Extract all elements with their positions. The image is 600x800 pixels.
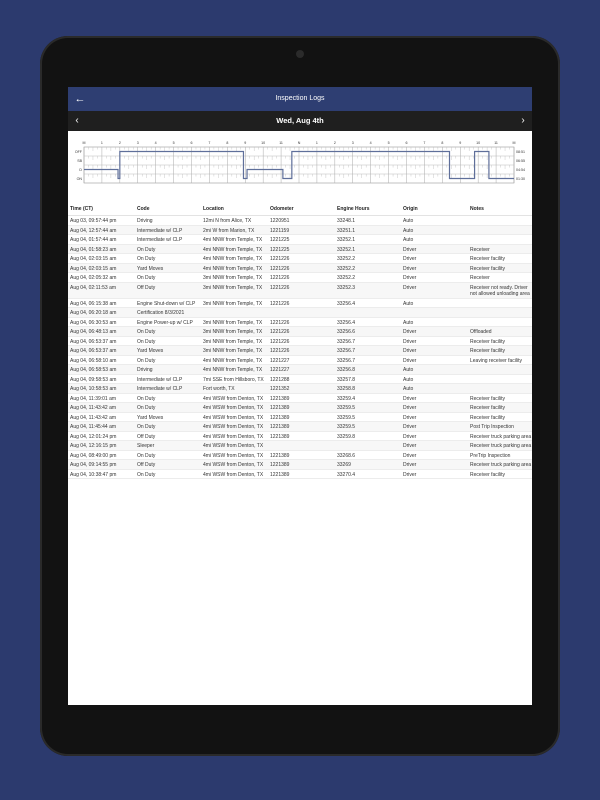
cell-engine-hours: 33252.2	[337, 263, 403, 273]
cell-time: Aug 04, 10:58:53 am	[68, 384, 137, 394]
cell-notes: Receiver facility	[470, 393, 532, 403]
table-row[interactable]	[68, 431, 532, 441]
graph-hour-label: N	[297, 141, 301, 145]
cell-time: Aug 04, 11:43:42 am	[68, 403, 137, 413]
cell-odometer: 1221389	[270, 469, 337, 479]
cell-origin: Driver	[403, 403, 470, 413]
graph-hour-label: 11	[279, 141, 283, 145]
cell-origin	[403, 308, 470, 318]
cell-code: On Duty	[137, 244, 203, 254]
cell-engine-hours	[337, 308, 403, 318]
cell-location: 4mi NNW from Temple, TX	[203, 365, 270, 375]
cell-notes	[470, 365, 532, 375]
cell-code: On Duty	[137, 355, 203, 365]
duty-status-graph	[68, 131, 532, 203]
table-row[interactable]	[68, 403, 532, 413]
cell-location: 3mi NNW from Temple, TX	[203, 282, 270, 298]
cell-time: Aug 04, 02:03:15 am	[68, 254, 137, 264]
graph-hour-label: 4	[154, 141, 157, 145]
cell-notes	[470, 374, 532, 384]
cell-code: Certification 8/3/2021	[137, 308, 203, 318]
cell-notes	[470, 308, 532, 318]
cell-engine-hours: 33259.5	[337, 403, 403, 413]
cell-origin: Driver	[403, 263, 470, 273]
table-row[interactable]	[68, 225, 532, 235]
cell-notes: Receiver facility	[470, 469, 532, 479]
cell-code: On Duty	[137, 273, 203, 283]
cell-engine-hours: 33256.4	[337, 298, 403, 308]
table-row[interactable]	[68, 384, 532, 394]
cell-odometer: 1221389	[270, 412, 337, 422]
cell-time: Aug 04, 08:49:00 pm	[68, 450, 137, 460]
cell-time: Aug 04, 12:01:24 pm	[68, 431, 137, 441]
cell-code: Yard Moves	[137, 346, 203, 356]
graph-hour-label: 10	[476, 141, 481, 145]
cell-code: Yard Moves	[137, 263, 203, 273]
cell-time: Aug 04, 01:57:44 am	[68, 235, 137, 245]
cell-time: Aug 04, 06:48:13 am	[68, 327, 137, 337]
cell-engine-hours	[337, 441, 403, 451]
cell-time: Aug 04, 12:57:44 am	[68, 225, 137, 235]
graph-status-label: D	[79, 167, 82, 172]
cell-engine-hours: 33256.7	[337, 346, 403, 356]
cell-notes: Leaving receiver facility	[470, 355, 532, 365]
cell-origin: Driver	[403, 355, 470, 365]
cell-engine-hours: 33248.1	[337, 216, 403, 226]
table-row[interactable]	[68, 450, 532, 460]
cell-origin: Auto	[403, 317, 470, 327]
cell-location: 3mi NNW from Temple, TX	[203, 317, 270, 327]
cell-notes: Offloaded	[470, 327, 532, 337]
cell-origin: Driver	[403, 431, 470, 441]
cell-engine-hours: 33252.1	[337, 235, 403, 245]
cell-notes: Post Trip Inspection	[470, 422, 532, 432]
cell-origin: Driver	[403, 460, 470, 470]
previous-day-icon[interactable]: ‹	[75, 115, 79, 126]
graph-hour-label: M	[512, 141, 516, 145]
graph-hour-label: 10	[261, 141, 266, 145]
cell-location: 2mi W from Marion, TX	[203, 225, 270, 235]
cell-odometer: 1221159	[270, 225, 337, 235]
cell-engine-hours: 33252.2	[337, 273, 403, 283]
graph-hour-label: 7	[208, 141, 211, 145]
cell-notes: Receiver	[470, 244, 532, 254]
cell-notes	[470, 298, 532, 308]
cell-odometer: 1221226	[270, 346, 337, 356]
graph-hour-label: 1	[315, 141, 318, 145]
cell-notes: Receiver facility	[470, 263, 532, 273]
cell-odometer: 1221389	[270, 403, 337, 413]
cell-location: 3mi NNW from Temple, TX	[203, 336, 270, 346]
cell-notes	[470, 216, 532, 226]
cell-code: On Duty	[137, 254, 203, 264]
cell-odometer: 1221389	[270, 450, 337, 460]
graph-hour-label: 9	[244, 141, 247, 145]
table-row[interactable]	[68, 327, 532, 337]
table-row[interactable]	[68, 308, 532, 318]
cell-notes	[470, 384, 532, 394]
cell-notes: Receiver facility	[470, 336, 532, 346]
graph-total-label: 06:55	[516, 158, 525, 163]
cell-odometer: 1221352	[270, 384, 337, 394]
graph-status-label: SB	[77, 158, 82, 163]
graph-hour-label: 3	[136, 141, 139, 145]
app-screen	[68, 87, 532, 705]
cell-time: Aug 04, 06:58:53 am	[68, 365, 137, 375]
cell-origin: Auto	[403, 374, 470, 384]
cell-code: Intermediate w/ CLP	[137, 235, 203, 245]
col-header-odometer: Odometer	[270, 203, 337, 216]
table-row[interactable]	[68, 244, 532, 254]
graph-hour-label: 5	[172, 141, 175, 145]
cell-odometer: 1221226	[270, 327, 337, 337]
cell-location: 4mi WSW from Denton, TX	[203, 431, 270, 441]
cell-engine-hours: 33256.4	[337, 317, 403, 327]
col-header-time: Time (CT)	[68, 203, 137, 216]
table-row[interactable]	[68, 355, 532, 365]
graph-status-label: ON	[76, 176, 82, 181]
cell-location: 7mi SSE from Hillsboro, TX	[203, 374, 270, 384]
cell-notes: Receiver facility	[470, 254, 532, 264]
table-row[interactable]	[68, 422, 532, 432]
graph-hour-label: 6	[190, 141, 193, 145]
table-row[interactable]	[68, 365, 532, 375]
cell-odometer: 1221389	[270, 431, 337, 441]
cell-notes: PreTrip Inspection	[470, 450, 532, 460]
cell-engine-hours: 33259.5	[337, 422, 403, 432]
cell-location: 4mi NNW from Temple, TX	[203, 235, 270, 245]
cell-engine-hours: 33252.3	[337, 282, 403, 298]
cell-engine-hours: 33269	[337, 460, 403, 470]
cell-time: Aug 04, 06:58:10 am	[68, 355, 137, 365]
cell-time: Aug 04, 06:30:53 am	[68, 317, 137, 327]
cell-odometer: 1221225	[270, 235, 337, 245]
table-row[interactable]	[68, 273, 532, 283]
cell-code: On Duty	[137, 327, 203, 337]
cell-code: Sleeper	[137, 441, 203, 451]
table-row[interactable]	[68, 263, 532, 273]
cell-time: Aug 04, 01:58:23 am	[68, 244, 137, 254]
cell-origin: Driver	[403, 336, 470, 346]
graph-hour-label: M	[82, 141, 86, 145]
table-row[interactable]	[68, 412, 532, 422]
cell-engine-hours: 33256.6	[337, 327, 403, 337]
cell-time: Aug 04, 11:43:42 am	[68, 412, 137, 422]
cell-origin: Auto	[403, 298, 470, 308]
cell-origin: Driver	[403, 469, 470, 479]
cell-code: Driving	[137, 365, 203, 375]
table-row[interactable]	[68, 460, 532, 470]
cell-odometer: 1221227	[270, 365, 337, 375]
cell-code: On Duty	[137, 450, 203, 460]
cell-time: Aug 04, 02:11:53 am	[68, 282, 137, 298]
cell-location: 3mi NNW from Temple, TX	[203, 327, 270, 337]
cell-odometer: 1221226	[270, 298, 337, 308]
cell-time: Aug 04, 02:03:15 am	[68, 263, 137, 273]
cell-origin: Auto	[403, 384, 470, 394]
cell-origin: Driver	[403, 327, 470, 337]
cell-engine-hours: 33259.8	[337, 431, 403, 441]
col-header-origin: Origin	[403, 203, 470, 216]
cell-location: 4mi WSW from Denton, TX	[203, 460, 270, 470]
cell-time: Aug 04, 06:53:37 am	[68, 346, 137, 356]
cell-time: Aug 03, 09:57:44 pm	[68, 216, 137, 226]
cell-notes: Receiver truck parking area	[470, 460, 532, 470]
cell-engine-hours: 33256.7	[337, 336, 403, 346]
cell-code: Off Duty	[137, 282, 203, 298]
cell-origin: Driver	[403, 346, 470, 356]
graph-hour-label: 6	[405, 141, 408, 145]
cell-time: Aug 04, 06:53:37 am	[68, 336, 137, 346]
cell-location: 4mi NNW from Temple, TX	[203, 263, 270, 273]
graph-hour-label: 2	[118, 141, 121, 145]
cell-code: Driving	[137, 216, 203, 226]
duty-graph-svg	[68, 131, 532, 203]
cell-engine-hours: 33256.8	[337, 365, 403, 375]
cell-origin: Driver	[403, 273, 470, 283]
cell-code: Off Duty	[137, 431, 203, 441]
cell-location: 4mi NNW from Temple, TX	[203, 355, 270, 365]
cell-origin: Driver	[403, 412, 470, 422]
cell-location: 4mi WSW from Denton, TX	[203, 412, 270, 422]
cell-code: Off Duty	[137, 460, 203, 470]
graph-hour-label: 1	[100, 141, 103, 145]
table-row[interactable]	[68, 282, 532, 298]
graph-total-label: 08:51	[516, 149, 525, 154]
graph-hour-label: 4	[369, 141, 372, 145]
cell-origin: Auto	[403, 216, 470, 226]
page-title: Inspection Logs	[275, 95, 325, 102]
app-bar	[68, 87, 532, 111]
cell-notes: Receiver facility	[470, 346, 532, 356]
cell-origin: Auto	[403, 235, 470, 245]
col-header-notes: Notes	[470, 203, 532, 216]
cell-odometer: 1221226	[270, 254, 337, 264]
cell-odometer: 1221226	[270, 336, 337, 346]
cell-time: Aug 04, 11:45:44 am	[68, 422, 137, 432]
cell-location: 3mi NNW from Temple, TX	[203, 298, 270, 308]
cell-origin: Driver	[403, 422, 470, 432]
next-day-icon[interactable]: ›	[521, 115, 525, 126]
cell-time: Aug 04, 09:14:55 pm	[68, 460, 137, 470]
current-date: Wed, Aug 4th	[276, 116, 324, 125]
graph-total-label: 01:30	[516, 176, 525, 181]
cell-odometer: 1221288	[270, 374, 337, 384]
cell-code: Engine Power-up w/ CLP	[137, 317, 203, 327]
col-header-engine-hours: Engine Hours	[337, 203, 403, 216]
graph-hour-label: 7	[423, 141, 426, 145]
cell-odometer: 1220951	[270, 216, 337, 226]
table-row[interactable]	[68, 469, 532, 479]
cell-odometer: 1221226	[270, 273, 337, 283]
cell-odometer: 1221226	[270, 263, 337, 273]
cell-origin: Driver	[403, 393, 470, 403]
cell-code: On Duty	[137, 336, 203, 346]
cell-time: Aug 04, 11:39:01 am	[68, 393, 137, 403]
cell-origin: Driver	[403, 244, 470, 254]
cell-notes	[470, 225, 532, 235]
cell-engine-hours: 33258.8	[337, 384, 403, 394]
cell-notes	[470, 317, 532, 327]
cell-code: On Duty	[137, 469, 203, 479]
cell-odometer: 1221389	[270, 460, 337, 470]
cell-origin: Auto	[403, 225, 470, 235]
cell-location: 4mi WSW from Denton, TX	[203, 403, 270, 413]
cell-notes: Receiver facility	[470, 403, 532, 413]
cell-time: Aug 04, 09:58:53 am	[68, 374, 137, 384]
cell-engine-hours: 33252.1	[337, 244, 403, 254]
cell-engine-hours: 33259.4	[337, 393, 403, 403]
cell-location: 4mi WSW from Denton, TX	[203, 441, 270, 451]
cell-notes: Receiver	[470, 273, 532, 283]
cell-code: Engine Shut-down w/ CLP	[137, 298, 203, 308]
table-row[interactable]	[68, 298, 532, 308]
date-navigator	[68, 111, 532, 131]
cell-notes: Receiver not ready. Driver not allowed unloading area	[470, 282, 532, 298]
table-row[interactable]	[68, 393, 532, 403]
col-header-location: Location	[203, 203, 270, 216]
cell-engine-hours: 33268.6	[337, 450, 403, 460]
graph-hour-label: 3	[351, 141, 354, 145]
graph-status-label: OFF	[74, 149, 82, 154]
graph-hour-label: 8	[441, 141, 444, 145]
cell-notes	[470, 235, 532, 245]
cell-code: On Duty	[137, 393, 203, 403]
cell-odometer	[270, 308, 337, 318]
cell-location: 4mi WSW from Denton, TX	[203, 469, 270, 479]
table-row[interactable]	[68, 346, 532, 356]
cell-engine-hours: 33257.8	[337, 374, 403, 384]
cell-odometer: 1221227	[270, 355, 337, 365]
cell-odometer: 1221225	[270, 244, 337, 254]
graph-hour-label: 11	[494, 141, 498, 145]
cell-odometer: 1221389	[270, 393, 337, 403]
cell-notes: Receiver truck parking area	[470, 431, 532, 441]
cell-origin: Driver	[403, 282, 470, 298]
cell-code: On Duty	[137, 403, 203, 413]
cell-code: Yard Moves	[137, 412, 203, 422]
cell-engine-hours: 33251.1	[337, 225, 403, 235]
cell-odometer	[270, 441, 337, 451]
cell-origin: Driver	[403, 254, 470, 264]
cell-odometer: 1221226	[270, 282, 337, 298]
cell-location: 3mi NNW from Temple, TX	[203, 273, 270, 283]
cell-time: Aug 04, 06:15:38 am	[68, 298, 137, 308]
table-row[interactable]	[68, 317, 532, 327]
cell-odometer: 1221389	[270, 422, 337, 432]
cell-code: Intermediate w/ CLP	[137, 384, 203, 394]
cell-time: Aug 04, 10:38:47 pm	[68, 469, 137, 479]
graph-hour-label: 5	[387, 141, 390, 145]
cell-location: 4mi WSW from Denton, TX	[203, 393, 270, 403]
cell-location	[203, 308, 270, 318]
cell-location: 12mi N from Alice, TX	[203, 216, 270, 226]
cell-engine-hours: 33259.5	[337, 412, 403, 422]
log-table	[68, 203, 532, 479]
cell-origin: Driver	[403, 441, 470, 451]
col-header-code: Code	[137, 203, 203, 216]
cell-location: Fort worth, TX	[203, 384, 270, 394]
cell-time: Aug 04, 12:16:15 pm	[68, 441, 137, 451]
cell-engine-hours: 33252.2	[337, 254, 403, 264]
graph-hour-label: 8	[226, 141, 229, 145]
cell-origin: Auto	[403, 365, 470, 375]
table-row[interactable]	[68, 441, 532, 451]
cell-notes: Receiver facility	[470, 412, 532, 422]
table-row[interactable]	[68, 235, 532, 245]
cell-location: 4mi WSW from Denton, TX	[203, 422, 270, 432]
cell-origin: Driver	[403, 450, 470, 460]
cell-location: 4mi WSW from Denton, TX	[203, 450, 270, 460]
table-header-row	[68, 203, 532, 216]
cell-code: Intermediate w/ CLP	[137, 225, 203, 235]
graph-hour-label: 9	[459, 141, 462, 145]
cell-time: Aug 04, 02:05:32 am	[68, 273, 137, 283]
cell-location: 3mi NNW from Temple, TX	[203, 346, 270, 356]
graph-hour-label: 2	[333, 141, 336, 145]
table-row[interactable]	[68, 216, 532, 226]
cell-location: 4mi NNW from Temple, TX	[203, 244, 270, 254]
cell-odometer: 1221226	[270, 317, 337, 327]
cell-code: Intermediate w/ CLP	[137, 374, 203, 384]
cell-engine-hours: 33270.4	[337, 469, 403, 479]
cell-notes: Receiver truck parking area	[470, 441, 532, 451]
cell-location: 4mi NNW from Temple, TX	[203, 254, 270, 264]
cell-time: Aug 04, 06:20:18 am	[68, 308, 137, 318]
cell-code: On Duty	[137, 422, 203, 432]
back-arrow-icon[interactable]: ←	[74, 93, 86, 105]
camera	[296, 50, 304, 58]
table-row[interactable]	[68, 254, 532, 264]
graph-total-label: 04:54	[516, 167, 525, 172]
table-row[interactable]	[68, 336, 532, 346]
table-row[interactable]	[68, 374, 532, 384]
cell-engine-hours: 33256.7	[337, 355, 403, 365]
